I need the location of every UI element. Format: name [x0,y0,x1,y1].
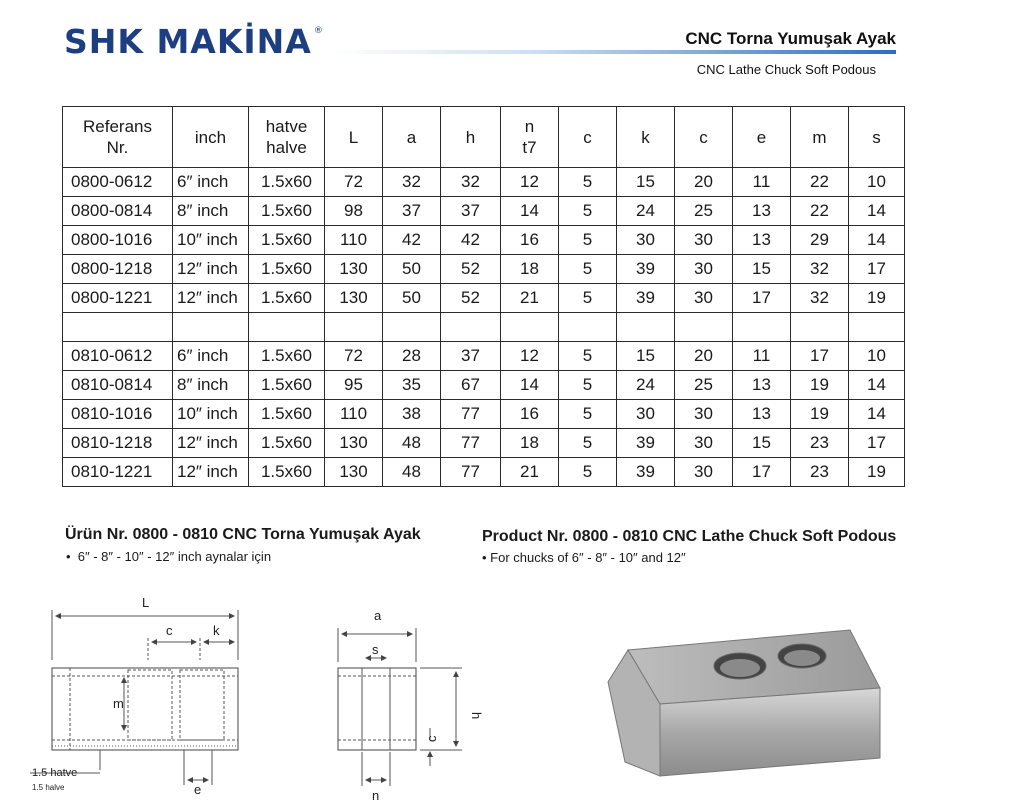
column-header-text: m [812,127,827,147]
table-cell: 5 [559,226,617,255]
table-row [63,197,905,226]
table-cell: 30 [675,284,733,313]
table-cell: 130 [325,284,383,313]
table-cell: 1.5x60 [249,342,325,371]
table-cell: 12″ inch [173,458,249,487]
table-cell: 12 [501,342,559,371]
dim-s-label: s [372,642,379,657]
column-header [383,107,441,168]
table-cell: 17 [849,255,905,284]
table-cell: 32 [791,255,849,284]
table-cell: 5 [559,458,617,487]
table-cell: 0800-1221 [63,284,173,313]
table-cell [173,313,249,342]
table-cell: 5 [559,371,617,400]
column-header [249,107,325,168]
table-row [63,371,905,400]
column-header-text: t7 [522,138,537,157]
table-cell: 10 [849,168,905,197]
table-cell: 0800-1016 [63,226,173,255]
table-cell: 24 [617,371,675,400]
table-cell [849,313,905,342]
dim-k-label: k [213,623,220,638]
table-cell: 14 [501,371,559,400]
caption-en-bullet: • For chucks of 6″ - 8″ - 10″ and 12″ [482,550,686,565]
table-cell: 12″ inch [173,255,249,284]
caption-tr-title: Ürün Nr. 0800 - 0810 CNC Torna Yumuşak Ayak [65,526,421,543]
table-cell: 95 [325,371,383,400]
column-header-text: c [583,127,592,147]
table-cell: 0800-1218 [63,255,173,284]
column-header [791,107,849,168]
column-header-text: Nr. [106,138,129,157]
table-cell: 11 [733,342,791,371]
column-header [173,107,249,168]
column-header-text: h [465,127,476,147]
column-header-text: s [872,127,881,147]
column-header [501,107,559,168]
table-cell: 10 [849,342,905,371]
table-cell: 39 [617,284,675,313]
table-cell: 0800-0814 [63,197,173,226]
column-header [441,107,501,168]
table-cell: 0810-0612 [63,342,173,371]
table-cell: 37 [383,197,441,226]
table-cell: 30 [617,400,675,429]
table-cell: 14 [849,226,905,255]
table-row [63,400,905,429]
table-cell: 14 [849,400,905,429]
table-cell: 13 [733,226,791,255]
table-row [63,255,905,284]
table-cell: 13 [733,197,791,226]
table-row [63,226,905,255]
table-cell [249,313,325,342]
table-cell: 110 [325,226,383,255]
table-cell: 1.5x60 [249,371,325,400]
table-cell: 48 [383,429,441,458]
table-cell: 12″ inch [173,429,249,458]
table-cell: 30 [675,400,733,429]
table-cell: 0800-0612 [63,168,173,197]
table-cell: 1.5x60 [249,284,325,313]
table-cell: 32 [791,284,849,313]
pitch-label-en: 1.5 halve [32,783,65,792]
table-row [63,429,905,458]
table-cell: 52 [441,284,501,313]
table-cell: 77 [441,458,501,487]
table-cell: 11 [733,168,791,197]
table-cell: 1.5x60 [249,226,325,255]
table-cell: 77 [441,429,501,458]
table-cell: 130 [325,458,383,487]
table-row [63,313,905,342]
table-cell: 5 [559,429,617,458]
table-cell: 77 [441,400,501,429]
dim-L-label: L [142,595,150,610]
table-cell: 30 [675,255,733,284]
table-cell: 13 [733,371,791,400]
table-cell: 42 [383,226,441,255]
pitch-label-tr: 1.5 hatve [32,767,78,779]
table-cell: 16 [501,400,559,429]
table-cell: 15 [617,342,675,371]
dim-n-label: n [372,788,380,803]
table-cell: 30 [675,226,733,255]
column-header-text: L [348,127,359,147]
table-cell: 30 [675,429,733,458]
table-cell: 19 [791,371,849,400]
table-cell: 37 [441,197,501,226]
column-header [733,107,791,168]
table-cell: 25 [675,197,733,226]
page-title: CNC Torna Yumuşak Ayak [685,29,896,48]
table-cell: 50 [383,255,441,284]
table-cell: 5 [559,168,617,197]
column-header-text: e [756,127,767,147]
table-cell: 15 [733,255,791,284]
table-cell [441,313,501,342]
dim-e-label: e [194,782,202,797]
table-header-row [63,107,905,168]
table-cell: 48 [383,458,441,487]
end-view-drawing [338,628,462,786]
table-cell: 13 [733,400,791,429]
column-header-text: k [641,127,650,147]
column-header [849,107,905,168]
table-cell: 8″ inch [173,371,249,400]
table-cell: 1.5x60 [249,168,325,197]
table-cell: 19 [849,458,905,487]
table-cell: 130 [325,429,383,458]
table-cell [501,313,559,342]
table-cell: 72 [325,342,383,371]
table-cell: 1.5x60 [249,458,325,487]
table-cell: 5 [559,342,617,371]
table-cell: 50 [383,284,441,313]
table-row [63,342,905,371]
table-cell: 38 [383,400,441,429]
table-cell: 32 [441,168,501,197]
table-cell [325,313,383,342]
table-cell: 52 [441,255,501,284]
table-row [63,284,905,313]
column-header-text: a [406,127,417,147]
table-cell: 5 [559,255,617,284]
table-cell: 21 [501,458,559,487]
table-cell: 0810-1221 [63,458,173,487]
table-cell: 1.5x60 [249,400,325,429]
page-subtitle: CNC Lathe Chuck Soft Podous [696,62,876,77]
table-cell: 21 [501,284,559,313]
column-header-text: Referans [83,117,152,136]
brand-logo: SHK MAKİNA ® [64,22,324,61]
table-row [63,458,905,487]
table-cell: 6″ inch [173,342,249,371]
table-cell: 110 [325,400,383,429]
table-cell: 22 [791,168,849,197]
soft-jaw-product-image [608,630,880,776]
dim-h-label: h [469,712,484,720]
table-cell: 18 [501,255,559,284]
table-cell: 14 [849,197,905,226]
dim-a-label: a [374,608,382,623]
table-cell: 30 [675,458,733,487]
table-cell: 130 [325,255,383,284]
table-cell: 18 [501,429,559,458]
table-cell: 8″ inch [173,197,249,226]
table-cell [63,313,173,342]
table-cell: 32 [383,168,441,197]
table-cell: 29 [791,226,849,255]
table-cell [617,313,675,342]
caption-en-title: Product Nr. 0800 - 0810 CNC Lathe Chuck Soft Podous [482,528,897,545]
table-cell: 37 [441,342,501,371]
table-cell: 0810-1016 [63,400,173,429]
table-cell: 5 [559,284,617,313]
table-cell [383,313,441,342]
table-cell [791,313,849,342]
table-cell: 25 [675,371,733,400]
table-cell: 23 [791,429,849,458]
dim-c2-label: c [424,735,439,742]
table-cell: 98 [325,197,383,226]
table-cell: 19 [791,400,849,429]
caption-tr-bullet: • 6″ - 8″ - 10″ - 12″ inch aynalar için [66,549,272,564]
table-cell: 1.5x60 [249,197,325,226]
dim-c-label: c [166,623,173,638]
table-cell [559,313,617,342]
column-header-text: hatve [265,117,308,136]
table-cell: 10″ inch [173,226,249,255]
table-cell: 42 [441,226,501,255]
technical-drawings [0,580,1024,811]
table-cell: 0810-0814 [63,371,173,400]
column-header [675,107,733,168]
table-cell: 22 [791,197,849,226]
column-header [63,107,173,168]
table-cell: 15 [617,168,675,197]
column-header [325,107,383,168]
table-cell: 16 [501,226,559,255]
header-rule [330,50,896,54]
table-cell: 1.5x60 [249,429,325,458]
table-cell: 24 [617,197,675,226]
table-cell: 72 [325,168,383,197]
table-cell: 12″ inch [173,284,249,313]
table-cell: 15 [733,429,791,458]
table-cell: 39 [617,429,675,458]
column-header-text: inch [194,127,227,147]
table-cell: 39 [617,458,675,487]
side-view-drawing [30,610,238,785]
column-header-text: c [699,127,708,147]
table-cell: 17 [791,342,849,371]
table-cell: 12 [501,168,559,197]
table-row [63,168,905,197]
table-cell: 17 [733,284,791,313]
dim-m-label: m [113,696,124,711]
column-header-text: halve [266,138,307,157]
table-cell: 10″ inch [173,400,249,429]
table-cell: 0810-1218 [63,429,173,458]
table-cell: 19 [849,284,905,313]
table-cell: 30 [617,226,675,255]
column-header [617,107,675,168]
table-cell: 17 [849,429,905,458]
table-cell: 39 [617,255,675,284]
table-cell: 20 [675,342,733,371]
table-cell [733,313,791,342]
table-cell: 14 [849,371,905,400]
table-cell: 14 [501,197,559,226]
table-cell: 20 [675,168,733,197]
table-cell: 5 [559,400,617,429]
table-cell: 17 [733,458,791,487]
table-cell [675,313,733,342]
table-cell: 28 [383,342,441,371]
table-cell: 35 [383,371,441,400]
spec-table [62,106,905,487]
table-cell: 67 [441,371,501,400]
table-cell: 5 [559,197,617,226]
table-cell: 23 [791,458,849,487]
column-header [559,107,617,168]
column-header-text: n [524,117,535,136]
table-cell: 1.5x60 [249,255,325,284]
table-cell: 6″ inch [173,168,249,197]
